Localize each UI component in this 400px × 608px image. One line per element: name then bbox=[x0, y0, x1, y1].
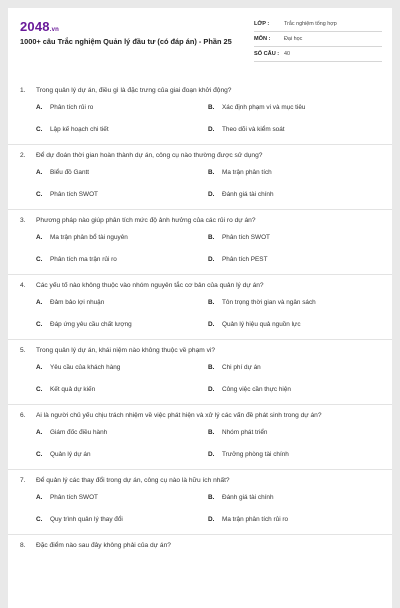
option-text: Ma trận phân tích rủi ro bbox=[222, 515, 289, 523]
answer-option[interactable] bbox=[36, 96, 208, 118]
question-text bbox=[20, 275, 382, 291]
option-letter: C. bbox=[36, 125, 43, 133]
option-text: Đảm bảo lợi nhuận bbox=[50, 298, 105, 306]
question-number: 6. bbox=[20, 412, 26, 419]
question-text bbox=[20, 405, 382, 421]
answer-options bbox=[20, 486, 382, 530]
answer-option[interactable] bbox=[36, 421, 208, 443]
answer-option[interactable] bbox=[208, 421, 380, 443]
question-number: 5. bbox=[20, 347, 26, 354]
answer-option[interactable] bbox=[208, 118, 380, 140]
question-list bbox=[8, 80, 392, 551]
question-body: Các yếu tố nào không thuộc vào nhóm nguyên tắc cơ bản của quản lý dự án? bbox=[36, 282, 264, 289]
option-letter: D. bbox=[208, 190, 215, 198]
answer-option[interactable] bbox=[208, 356, 380, 378]
answer-option[interactable] bbox=[208, 508, 380, 530]
option-text: Lập kế hoạch chi tiết bbox=[50, 125, 109, 133]
option-letter: D. bbox=[208, 385, 215, 393]
question-text bbox=[20, 470, 382, 486]
meta-key: MÔN : bbox=[254, 36, 271, 42]
meta-key: SỐ CÂU : bbox=[254, 51, 280, 57]
question-body: Trong quản lý dự án, khái niệm nào không thuộc về phạm vi? bbox=[36, 347, 216, 354]
option-text: Công việc cần thực hiện bbox=[222, 385, 291, 393]
option-text: Nhóm phát triển bbox=[222, 428, 268, 436]
option-letter: C. bbox=[36, 190, 43, 198]
option-letter: B. bbox=[208, 298, 215, 306]
question-body: Ai là người chủ yếu chịu trách nhiệm về việc phát hiện và xử lý các vấn đề phát sinh trong dự án? bbox=[36, 412, 322, 419]
option-text: Biểu đồ Gantt bbox=[50, 168, 90, 176]
answer-option[interactable] bbox=[36, 183, 208, 205]
answer-options bbox=[20, 291, 382, 335]
question-text bbox=[20, 145, 382, 161]
option-letter: A. bbox=[36, 103, 43, 111]
option-text: Đánh giá tài chính bbox=[222, 493, 274, 501]
option-letter: A. bbox=[36, 233, 43, 241]
option-text: Chi phí dự án bbox=[222, 363, 261, 371]
answer-options bbox=[20, 356, 382, 400]
option-text: Phân tích rủi ro bbox=[50, 103, 94, 111]
answer-option[interactable] bbox=[36, 313, 208, 335]
option-letter: C. bbox=[36, 255, 43, 263]
option-letter: A. bbox=[36, 428, 43, 436]
option-letter: B. bbox=[208, 428, 215, 436]
option-letter: A. bbox=[36, 363, 43, 371]
option-letter: A. bbox=[36, 298, 43, 306]
question-item bbox=[8, 80, 392, 144]
option-text: Yêu cầu của khách hàng bbox=[50, 363, 121, 371]
option-letter: A. bbox=[36, 168, 43, 176]
answer-option[interactable] bbox=[208, 226, 380, 248]
option-text: Trưởng phòng tài chính bbox=[222, 450, 289, 458]
question-text bbox=[20, 340, 382, 356]
question-number: 3. bbox=[20, 217, 26, 224]
answer-option[interactable] bbox=[208, 291, 380, 313]
question-item bbox=[8, 469, 392, 534]
answer-option[interactable] bbox=[36, 356, 208, 378]
question-text bbox=[20, 210, 382, 226]
answer-options bbox=[20, 96, 382, 140]
answer-options bbox=[20, 226, 382, 270]
meta-row bbox=[254, 47, 382, 62]
option-letter: C. bbox=[36, 385, 43, 393]
question-item bbox=[8, 274, 392, 339]
answer-option[interactable] bbox=[208, 443, 380, 465]
question-item bbox=[8, 339, 392, 404]
option-letter: C. bbox=[36, 320, 43, 328]
option-letter: B. bbox=[208, 493, 215, 501]
option-letter: C. bbox=[36, 515, 43, 523]
logo-main: 2048 bbox=[20, 19, 50, 34]
answer-option[interactable] bbox=[208, 96, 380, 118]
option-text: Theo dõi và kiểm soát bbox=[222, 125, 285, 133]
option-letter: D. bbox=[208, 125, 215, 133]
option-letter: B. bbox=[208, 363, 215, 371]
question-text bbox=[20, 535, 382, 551]
option-letter: D. bbox=[208, 320, 215, 328]
option-text: Đáp ứng yêu cầu chất lượng bbox=[50, 320, 132, 328]
question-item bbox=[8, 144, 392, 209]
option-text: Quản lý hiệu quả nguồn lực bbox=[222, 320, 301, 328]
document-page bbox=[8, 8, 392, 608]
meta-value: Đại học bbox=[284, 36, 303, 42]
answer-options bbox=[20, 421, 382, 465]
option-letter: D. bbox=[208, 255, 215, 263]
answer-option[interactable] bbox=[208, 486, 380, 508]
option-text: Đánh giá tài chính bbox=[222, 190, 274, 198]
option-text: Phân tích PEST bbox=[222, 255, 268, 263]
question-body: Phương pháp nào giúp phân tích mức độ ảnh hưởng của các rủi ro dự án? bbox=[36, 217, 256, 224]
option-letter: D. bbox=[208, 450, 215, 458]
option-text: Giám đốc điều hành bbox=[50, 428, 108, 436]
question-body: Đặc điểm nào sau đây không phải của dự án? bbox=[36, 542, 171, 549]
meta-row bbox=[254, 17, 382, 32]
option-text: Phân tích SWOT bbox=[50, 190, 98, 198]
question-body: Để dự đoán thời gian hoàn thành dự án, công cụ nào thường được sử dụng? bbox=[36, 152, 263, 159]
answer-option[interactable] bbox=[208, 161, 380, 183]
answer-options bbox=[20, 161, 382, 205]
site-logo[interactable] bbox=[20, 19, 59, 34]
option-letter: B. bbox=[208, 233, 215, 241]
question-body: Trong quản lý dự án, điều gì là đặc trưng của giai đoạn khởi động? bbox=[36, 87, 232, 94]
document-header bbox=[8, 8, 392, 70]
option-letter: B. bbox=[208, 103, 215, 111]
answer-option[interactable] bbox=[208, 313, 380, 335]
meta-key: LỚP : bbox=[254, 21, 270, 27]
question-number: 1. bbox=[20, 87, 26, 94]
answer-option[interactable] bbox=[208, 248, 380, 270]
option-text: Xác định phạm vi và mục tiêu bbox=[222, 103, 306, 111]
question-body: Để quản lý các thay đổi trong dự án, công cụ nào là hữu ích nhất? bbox=[36, 477, 230, 484]
option-letter: A. bbox=[36, 493, 43, 501]
question-item bbox=[8, 404, 392, 469]
logo-tld: .vn bbox=[49, 27, 60, 33]
question-number: 8. bbox=[20, 542, 26, 549]
option-text: Ma trận phân tích bbox=[222, 168, 272, 176]
option-text: Kết quả dự kiến bbox=[50, 385, 96, 393]
option-text: Quy trình quản lý thay đổi bbox=[50, 515, 123, 523]
document-meta bbox=[254, 17, 382, 62]
answer-option[interactable] bbox=[36, 291, 208, 313]
question-number: 4. bbox=[20, 282, 26, 289]
question-item bbox=[8, 209, 392, 274]
answer-option[interactable] bbox=[36, 443, 208, 465]
option-letter: C. bbox=[36, 450, 43, 458]
answer-option[interactable] bbox=[208, 183, 380, 205]
option-text: Tôn trọng thời gian và ngân sách bbox=[222, 298, 316, 306]
question-number: 2. bbox=[20, 152, 26, 159]
option-text: Phân tích SWOT bbox=[50, 493, 98, 501]
meta-value: Trắc nghiệm tổng hợp bbox=[284, 21, 337, 27]
option-letter: D. bbox=[208, 515, 215, 523]
answer-option[interactable] bbox=[36, 486, 208, 508]
meta-value: 40 bbox=[284, 51, 290, 57]
option-text: Phân tích SWOT bbox=[222, 233, 270, 241]
question-number: 7. bbox=[20, 477, 26, 484]
option-text: Quản lý dự án bbox=[50, 450, 91, 458]
option-letter: B. bbox=[208, 168, 215, 176]
answer-option[interactable] bbox=[208, 378, 380, 400]
option-text: Ma trận phân bổ tài nguyên bbox=[50, 233, 128, 241]
answer-option[interactable] bbox=[36, 226, 208, 248]
answer-option[interactable] bbox=[36, 248, 208, 270]
answer-option[interactable] bbox=[36, 118, 208, 140]
answer-option[interactable] bbox=[36, 508, 208, 530]
question-text bbox=[20, 80, 382, 96]
document-title: 1000+ câu Trắc nghiệm Quản lý đầu tư (có đáp án) - Phần 25 bbox=[20, 37, 232, 46]
answer-option[interactable] bbox=[36, 161, 208, 183]
question-item bbox=[8, 534, 392, 551]
answer-option[interactable] bbox=[36, 378, 208, 400]
option-text: Phân tích ma trận rủi ro bbox=[50, 255, 117, 263]
meta-row bbox=[254, 32, 382, 47]
